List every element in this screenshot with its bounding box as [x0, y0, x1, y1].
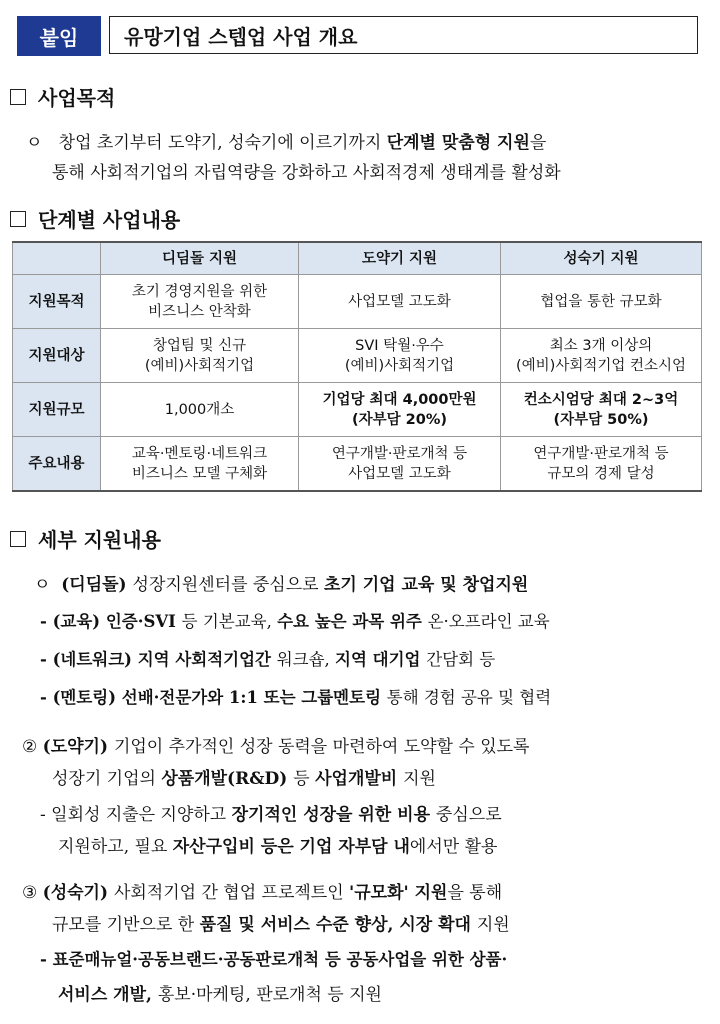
- text-bold: 지역 대기업: [335, 650, 427, 669]
- checkbox-square-icon: [10, 211, 26, 227]
- table-row: [13, 329, 702, 383]
- cell-line: 최소 3개 이상의: [549, 337, 653, 354]
- detail-1-item-1: [40, 608, 550, 632]
- text: 기업이 추가적인 성장 동력을 마련하여 도약할 수 있도록: [113, 737, 530, 757]
- text-bold: 서비스 개발,: [58, 985, 158, 1005]
- table-header-row: [13, 242, 702, 275]
- text-bold: '규모화' 지원: [349, 883, 448, 903]
- detail-1-heading: [34, 570, 528, 595]
- bullet: ㅇ: [34, 575, 51, 595]
- section-heading-purpose: [10, 82, 115, 111]
- row-label: 지원규모: [13, 383, 101, 437]
- row-label: 지원목적: [13, 275, 101, 329]
- table-cell: [101, 275, 299, 329]
- text: 규모를 기반으로 한: [52, 915, 200, 935]
- cell-line: (예비)사회적기업: [144, 357, 255, 374]
- cell-line: 사업모델 고도화: [348, 293, 451, 310]
- text-bold: (성숙기): [42, 883, 114, 903]
- text: 간담회 등: [426, 650, 496, 669]
- table-row: [13, 275, 702, 329]
- text: 온·오프라인 교육: [427, 612, 550, 631]
- text: 지원: [403, 769, 436, 789]
- text: - 일회성 지출은 지양하고: [40, 805, 232, 825]
- text-bold: 품질 및 서비스 수준 향상, 시장 확대: [199, 915, 477, 935]
- text: 성장지원센터를 중심으로: [132, 575, 324, 595]
- cell-line: (예비)사회적기업: [344, 357, 455, 374]
- bullet: ③: [22, 883, 38, 903]
- header: [17, 16, 700, 56]
- section-title: 단계별 사업내용: [38, 208, 181, 232]
- table-cell: [501, 275, 702, 329]
- purpose-line-2: 통해 사회적기업의 자립역량을 강화하고 사회적경제 생태계를 활성화: [52, 163, 561, 183]
- stage-table: [12, 241, 702, 492]
- text: 워크숍,: [276, 650, 336, 669]
- table-cell: [501, 383, 702, 437]
- cell-line: 창업팀 및 신규: [152, 337, 247, 354]
- cell-line: 1,000개소: [164, 401, 235, 418]
- cell-line: 기업당 최대 4,000만원: [322, 391, 477, 408]
- cell-line: (자부담 50%): [553, 411, 649, 428]
- detail-2-line-2: [52, 764, 436, 789]
- cell-line: 연구개발·판로개척 등: [331, 445, 468, 462]
- detail-2-heading: [22, 732, 529, 757]
- cell-line: 사업모델 고도화: [348, 465, 451, 482]
- row-label: 지원대상: [13, 329, 101, 383]
- table-header-cell: 도약기 지원: [299, 242, 501, 275]
- detail-3-heading: [22, 878, 502, 903]
- text: 홍보·마케팅, 판로개척 등 지원: [157, 985, 382, 1005]
- text: 등: [293, 769, 316, 789]
- text: 통해 경험 공유 및 협력: [386, 688, 552, 707]
- text-bold: - (네트워크) 지역 사회적기업간: [40, 650, 277, 669]
- text: 등 기본교육,: [181, 612, 278, 631]
- section-title: 사업목적: [38, 86, 116, 110]
- purpose-line-1: [26, 128, 546, 153]
- section-heading-stages: [10, 204, 180, 233]
- table-row: [13, 437, 702, 492]
- table-cell: [501, 437, 702, 492]
- detail-2-item-1: [40, 800, 502, 825]
- text-bold: 사업개발비: [315, 769, 404, 789]
- document-title: 유망기업 스텝업 사업 개요: [109, 16, 698, 54]
- cell-line: 교육·멘토링·네트워크: [131, 445, 268, 462]
- table-header-cell: 성숙기 지원: [501, 242, 702, 275]
- cell-line: 컨소시엄당 최대 2~3억: [523, 391, 679, 408]
- text-bold: - (멘토링) 선배·전문가와 1:1 또는 그룹멘토링: [40, 688, 387, 707]
- table-cell: [299, 275, 501, 329]
- detail-3-item-1-cont: [58, 980, 382, 1005]
- cell-line: 초기 경영지원을 위한: [131, 283, 268, 300]
- text: 사회적기업 간 협업 프로젝트인: [113, 883, 350, 903]
- text-bold: 장기적인 성장을 위한 비용: [231, 805, 436, 825]
- cell-line: 비즈니스 안착화: [148, 303, 251, 320]
- checkbox-square-icon: [10, 531, 26, 547]
- cell-line: SVI 탁월·우수: [355, 337, 444, 354]
- table-cell: [299, 329, 501, 383]
- detail-1-item-3: [40, 684, 551, 708]
- bullet: ②: [22, 737, 38, 757]
- table-row: [13, 383, 702, 437]
- text: 을 통해: [447, 883, 503, 903]
- text-bold: (도약기): [42, 737, 114, 757]
- table-header-cell: [13, 242, 101, 275]
- text-bold: 상품개발(R&D): [161, 769, 294, 789]
- table-cell: [101, 437, 299, 492]
- table-cell: [299, 383, 501, 437]
- text-bold: 자산구입비 등은 기업 자부담 내: [172, 837, 410, 857]
- text: 지원: [476, 915, 510, 935]
- text-bold: (디딤돌): [61, 575, 133, 595]
- row-label: 주요내용: [13, 437, 101, 492]
- table-cell: [299, 437, 501, 492]
- text-bold: - (교육) 인증·SVI: [40, 612, 182, 631]
- cell-line: 비즈니스 모델 구체화: [131, 465, 268, 482]
- text: 성장기 기업의: [52, 769, 162, 789]
- table-cell: [101, 383, 299, 437]
- detail-3-item-1: - 표준매뉴얼·공동브랜드·공동판로개척 등 공동사업을 위한 상품·: [40, 950, 508, 969]
- text-bold: 수요 높은 과목 위주: [277, 612, 428, 631]
- text: 에서만 활용: [409, 837, 498, 857]
- detail-1-item-2: [40, 646, 495, 670]
- cell-line: 협업을 통한 규모화: [540, 293, 662, 310]
- table-cell: [501, 329, 702, 383]
- cell-line: 규모의 경제 달성: [547, 465, 655, 482]
- detail-3-line-2: [52, 910, 510, 935]
- text: 지원하고, 필요: [58, 837, 173, 857]
- cell-line: 연구개발·판로개척 등: [533, 445, 669, 462]
- table-header-cell: 디딤돌 지원: [101, 242, 299, 275]
- text: 을: [529, 133, 547, 153]
- text-bold: 초기 기업 교육 및 창업지원: [323, 575, 529, 595]
- section-heading-details: [10, 524, 161, 553]
- text: 중심으로: [435, 805, 502, 825]
- attachment-tag: 붙임: [17, 16, 101, 56]
- section-title: 세부 지원내용: [38, 528, 161, 552]
- text: 창업 초기부터 도약기, 성숙기에 이르기까지: [58, 133, 387, 153]
- detail-2-item-1-cont: [58, 832, 497, 857]
- cell-line: (자부담 20%): [351, 411, 448, 428]
- checkbox-square-icon: [10, 89, 26, 105]
- bullet: ㅇ: [26, 133, 43, 153]
- cell-line: (예비)사회적기업 컨소시엄: [516, 357, 686, 374]
- text-bold: 단계별 맞춤형 지원: [386, 133, 530, 153]
- table-cell: [101, 329, 299, 383]
